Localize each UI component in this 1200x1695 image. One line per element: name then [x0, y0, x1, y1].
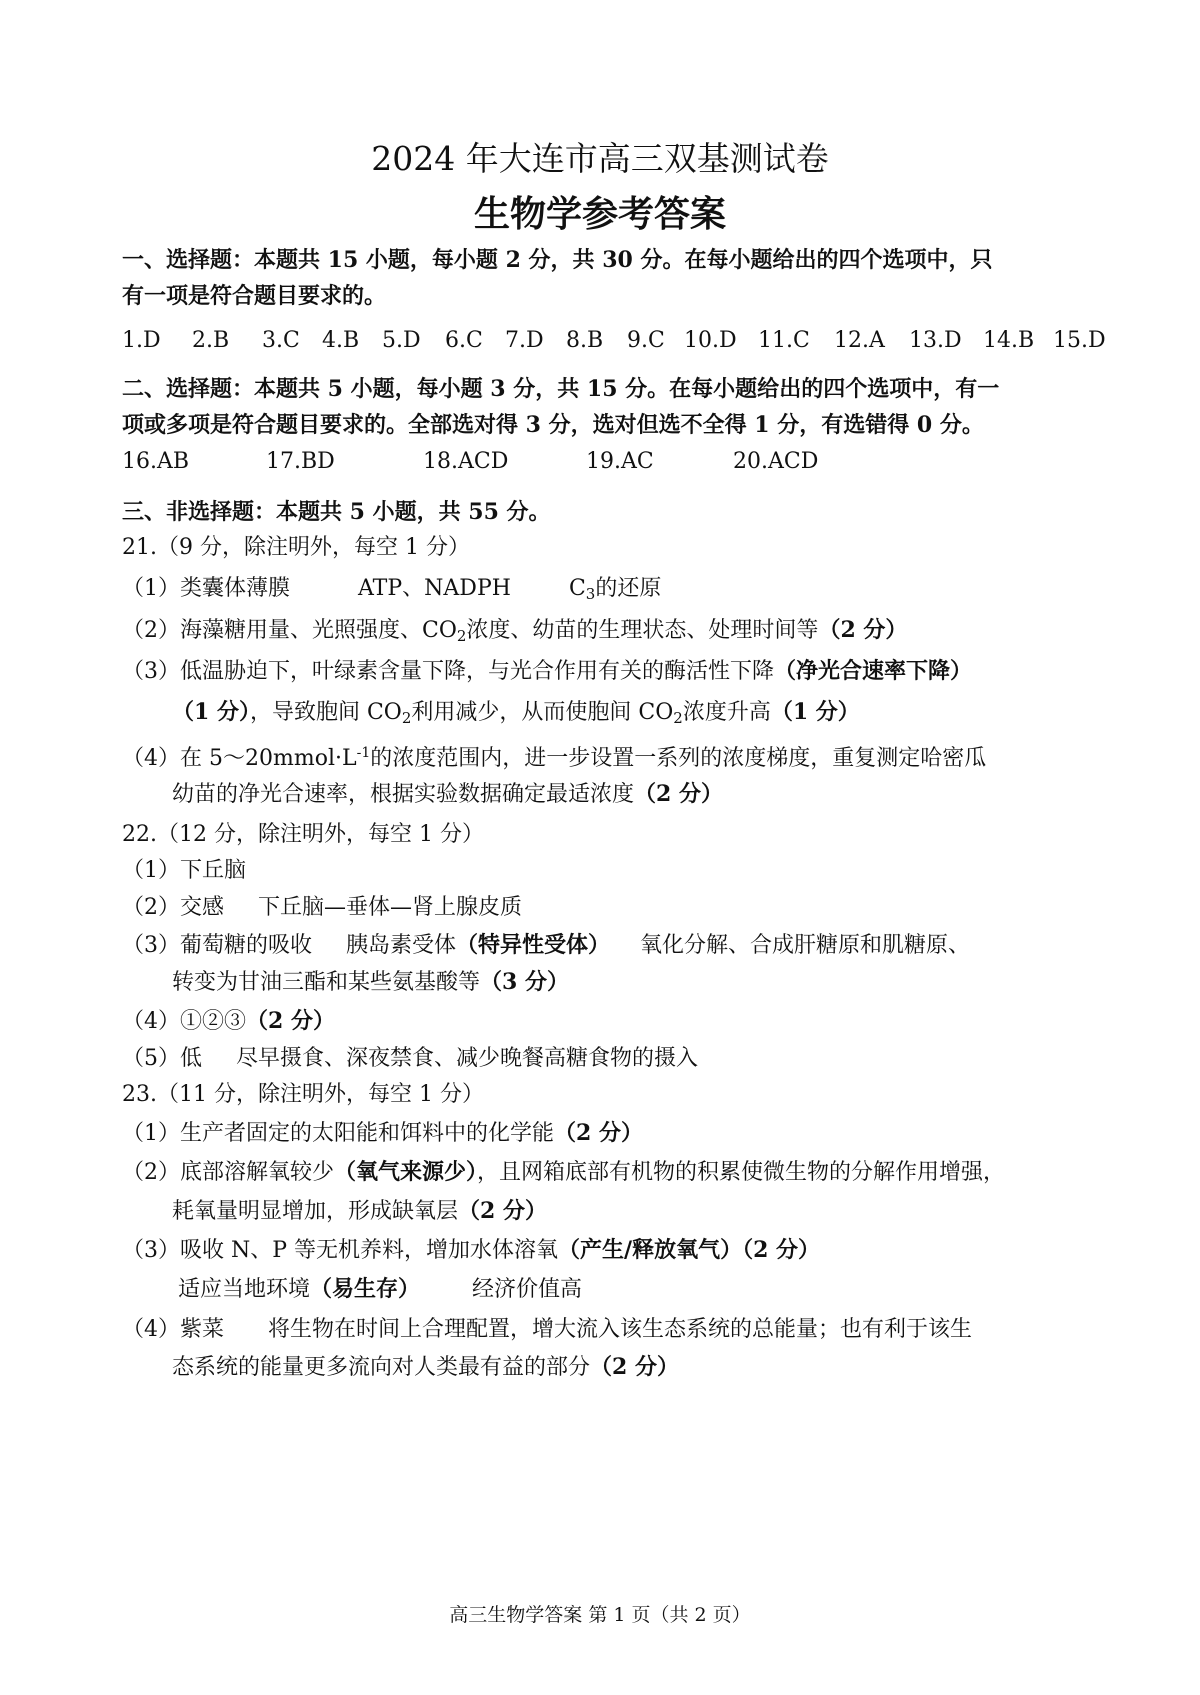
answer-item: 14.B — [983, 328, 1035, 353]
section2-heading-line2: 项或多项是符合题目要求的。全部选对得 3 分，选对但选不全得 1 分，有选错得 0 分。 — [122, 412, 984, 438]
q22-p3-score: （3 分） — [480, 969, 569, 995]
q21-part4-line1 — [122, 738, 986, 774]
q21-p3-text-c: 浓度升高 — [682, 700, 771, 725]
q23-part2-line1 — [122, 1157, 1005, 1188]
q21-p2-text: （2）海藻糖用量、光照强度、CO — [122, 618, 457, 643]
q23-p2-l2-text: 耗氧量明显增加，形成缺氧层 — [172, 1199, 459, 1224]
q22-part2 — [122, 893, 522, 923]
answer-item: 17.BD — [266, 449, 335, 474]
q22-p3-note: （特异性受体） — [456, 932, 611, 958]
section1-heading-line1: 一、选择题：本题共 15 小题，每小题 2 分，共 30 分。在每小题给出的四个选项中，只 — [122, 247, 993, 273]
section1-heading-line2: 有一项是符合题目要求的。 — [122, 283, 387, 309]
q21-p3-sub1: 2 — [401, 709, 412, 727]
q22-p2-b: 下丘脑—垂体—肾上腺皮质 — [258, 895, 523, 920]
q21-p4-sup: -1 — [356, 745, 371, 761]
q21-p1-b: ATP、NADPH — [358, 576, 511, 601]
q22-p4-score: （2 分） — [246, 1008, 335, 1034]
answer-item: 11.C — [758, 328, 810, 353]
q21-p3-score1: （1 分） — [172, 699, 250, 725]
q21-part4-line2 — [172, 779, 723, 810]
page-subtitle: 生物学参考答案 — [473, 193, 726, 235]
answer-item: 13.D — [909, 328, 962, 353]
q22-header: 22.（12 分，除注明外，每空 1 分） — [122, 822, 484, 847]
answer-item: 20.ACD — [733, 449, 819, 474]
q22-part3-line1 — [122, 930, 970, 961]
q21-p2-score: （2 分） — [818, 617, 908, 643]
q22-p3-a: （3）葡萄糖的吸收 — [122, 933, 312, 958]
q23-p1-score: （2 分） — [554, 1120, 643, 1146]
answer-item: 7.D — [505, 328, 544, 353]
page-title: 2024 年大连市高三双基测试卷 — [371, 139, 829, 178]
q23-p4-b: 将生物在时间上合理配置，增大流入该生态系统的总能量；也有利于该生 — [268, 1317, 973, 1342]
q23-p2-note: （氧气来源少） — [334, 1159, 478, 1185]
q23-part2-line2 — [172, 1196, 547, 1227]
answer-item: 12.A — [834, 328, 885, 353]
q23-p3-l2-b: 经济价值高 — [472, 1277, 583, 1302]
answer-item: 1.D — [122, 328, 161, 353]
q21-p1-c-sub: 3 — [585, 585, 596, 603]
q23-header: 23.（11 分，除注明外，每空 1 分） — [122, 1082, 484, 1107]
q23-part1 — [122, 1118, 643, 1149]
section1-answers — [122, 326, 1106, 356]
q21-part3-line2 — [172, 697, 860, 733]
answer-item: 10.D — [684, 328, 737, 353]
answer-item: 15.D — [1053, 328, 1106, 353]
answer-item: 19.AC — [586, 449, 654, 474]
page-footer: 高三生物学答案 第 1 页（共 2 页） — [449, 1604, 751, 1626]
q23-p4-l2-text: 态系统的能量更多流向对人类最有益的部分 — [172, 1355, 591, 1380]
q21-p1-c-post: 的还原 — [595, 576, 662, 601]
answer-item: 6.C — [445, 328, 483, 353]
q21-p3-sub2: 2 — [673, 709, 683, 727]
q23-p3-note: （产生/释放氧气） — [558, 1237, 743, 1263]
q23-p3-text: （3）吸收 N、P 等无机养料，增加水体溶氧 — [122, 1238, 559, 1263]
q21-p1-c: C — [568, 576, 586, 601]
q23-p4-a: （4）紫菜 — [122, 1317, 224, 1342]
q21-p3-text: （3）低温胁迫下，叶绿素含量下降，与光合作用有关的酶活性下降 — [122, 659, 774, 684]
answer-item: 18.ACD — [423, 449, 509, 474]
q22-p3-b: 胰岛素受体 — [346, 933, 457, 958]
q22-p3-l2-text: 转变为甘油三酯和某些氨基酸等 — [172, 970, 481, 995]
q21-p3-text-b: 利用减少，从而使胞间 CO — [411, 700, 674, 725]
q23-p1-text: （1）生产者固定的太阳能和饵料中的化学能 — [122, 1121, 554, 1146]
q23-part4-line1 — [122, 1315, 972, 1345]
q23-part3-line2 — [178, 1274, 582, 1305]
q22-part1: （1）下丘脑 — [122, 858, 246, 883]
answer-item: 4.B — [322, 328, 360, 353]
q21-p2-sub: 2 — [456, 627, 467, 645]
q22-p5-a: （5）低 — [122, 1046, 202, 1071]
q23-p2-b: ，且网箱底部有机物的积累使微生物的分解作用增强， — [477, 1160, 1006, 1185]
q21-p1-label: （1）类囊体薄膜 — [122, 576, 290, 601]
answer-item: 2.B — [192, 328, 230, 353]
answer-item: 9.C — [627, 328, 665, 353]
q21-p4-text2: 的浓度范围内，进一步设置一系列的浓度梯度，重复测定哈密瓜 — [370, 746, 987, 771]
q21-p3-note: （净光合速率下降） — [774, 658, 973, 684]
answer-item: 3.C — [262, 328, 300, 353]
section2-heading-line1: 二、选择题：本题共 5 小题，每小题 3 分，共 15 分。在每小题给出的四个选项中，有一 — [122, 376, 1000, 402]
q21-p4-score: （2 分） — [634, 781, 723, 807]
q21-p4-text: （4）在 5～20mmol·L — [122, 746, 357, 771]
answer-item: 8.B — [566, 328, 604, 353]
answer-item: 16.AB — [122, 449, 190, 474]
answer-item: 5.D — [382, 328, 421, 353]
q23-p2-score: （2 分） — [458, 1198, 547, 1224]
q22-p4-text: （4）①②③ — [122, 1009, 246, 1034]
q23-p4-score: （2 分） — [590, 1354, 679, 1380]
q21-part3-line1 — [122, 656, 972, 687]
q23-part3-line1 — [122, 1235, 820, 1266]
q21-p4-l2-text: 幼苗的净光合速率，根据实验数据确定最适浓度 — [172, 782, 635, 807]
q21-part2 — [122, 615, 907, 651]
q23-p3-l2-note: （易生存） — [310, 1276, 421, 1302]
q21-header: 21.（9 分，除注明外，每空 1 分） — [122, 535, 470, 560]
q21-p3-score2: （1 分） — [770, 699, 860, 725]
q22-part5 — [122, 1044, 698, 1074]
q23-p2-a: （2）底部溶解氧较少 — [122, 1160, 334, 1185]
q22-part4 — [122, 1006, 335, 1037]
q22-p2-a: （2）交感 — [122, 895, 224, 920]
q21-p2-text2: 浓度、幼苗的生理状态、处理时间等 — [466, 618, 819, 643]
q23-p3-l2-a: 适应当地环境 — [178, 1277, 311, 1302]
q22-part3-line2 — [172, 967, 569, 998]
section2-answers — [122, 447, 818, 477]
q22-p3-c: 氧化分解、合成肝糖原和肌糖原、 — [640, 933, 971, 958]
q23-p3-score: （2 分） — [742, 1237, 821, 1263]
q22-p5-b: 尽早摄食、深夜禁食、减少晚餐高糖食物的摄入 — [236, 1046, 699, 1071]
q21-part1 — [122, 574, 661, 609]
section3-heading: 三、非选择题：本题共 5 小题，共 55 分。 — [122, 499, 551, 525]
q23-part4-line2 — [172, 1352, 679, 1383]
q21-p3-text-a: ，导致胞间 CO — [249, 700, 402, 725]
